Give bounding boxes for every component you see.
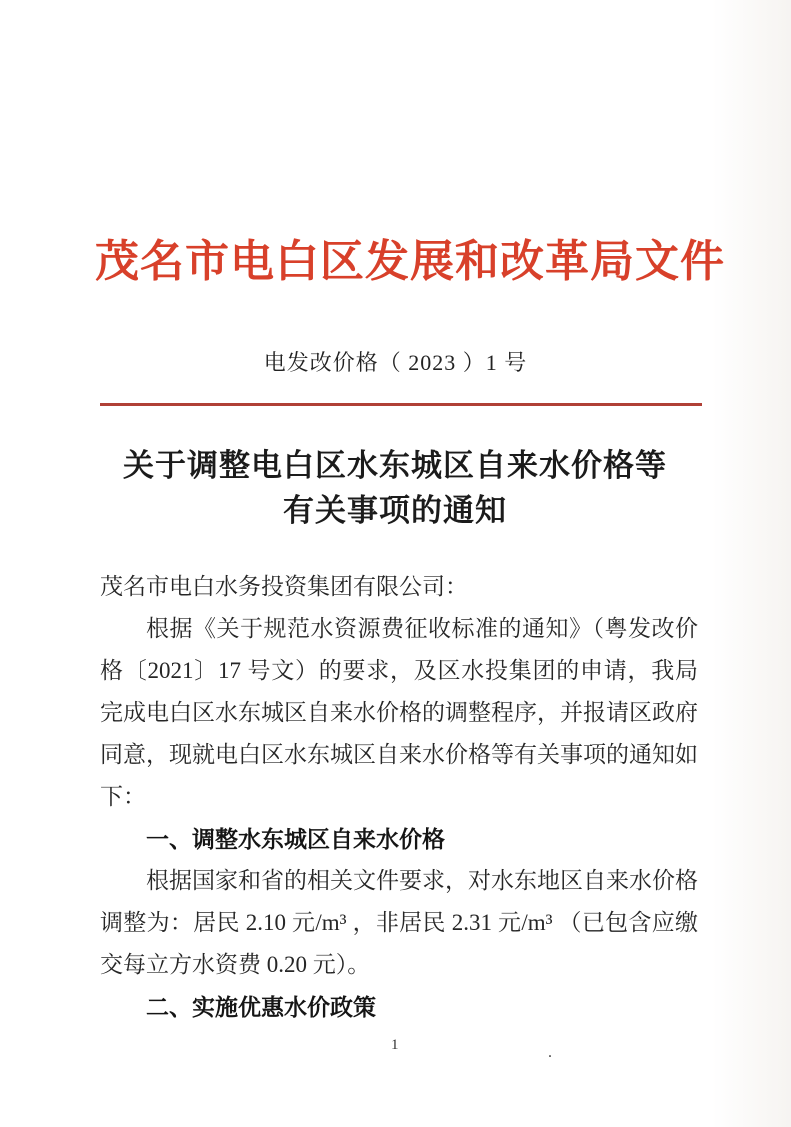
section-2-heading: 二、实施优惠水价政策 (146, 994, 376, 1020)
paragraph-price-adjustment: 根据国家和省的相关文件要求，对水东地区自来水价格调整为：居民 2.10 元/m³ ，非居民 2.31 元/m³ （已包含应缴交每立方水资费 0.20 元）。 (100, 868, 698, 977)
section-1-heading: 一、调整水东城区自来水价格 (146, 826, 445, 852)
scan-artifact-dot: . (548, 1044, 552, 1061)
red-header-rule (100, 403, 702, 406)
paragraph-basis: 根据《关于规范水资源费征收标准的通知》（粤发改价格〔2021〕17 号文）的要求，及区水投集团的申请，我局完成电白区水东城区自来水价格的调整程序，并报请区政府同意，现就电白区水东城区自来水价格等有关事项的通知如下： (100, 616, 698, 809)
notice-title-line1: 关于调整电白区水东城区自来水价格等 (123, 448, 667, 483)
document-number: 电发改价格（ 2023 ）1 号 (263, 350, 528, 375)
salutation-line: 茂名市电白水务投资集团有限公司： (100, 574, 468, 599)
document-body (100, 566, 698, 1028)
notice-title-line2: 有关事项的通知 (283, 493, 507, 528)
page-number: 1 (391, 1037, 399, 1053)
notice-title (45, 443, 745, 533)
agency-header-title: 茂名市电白区发展和改革局文件 (95, 237, 725, 286)
